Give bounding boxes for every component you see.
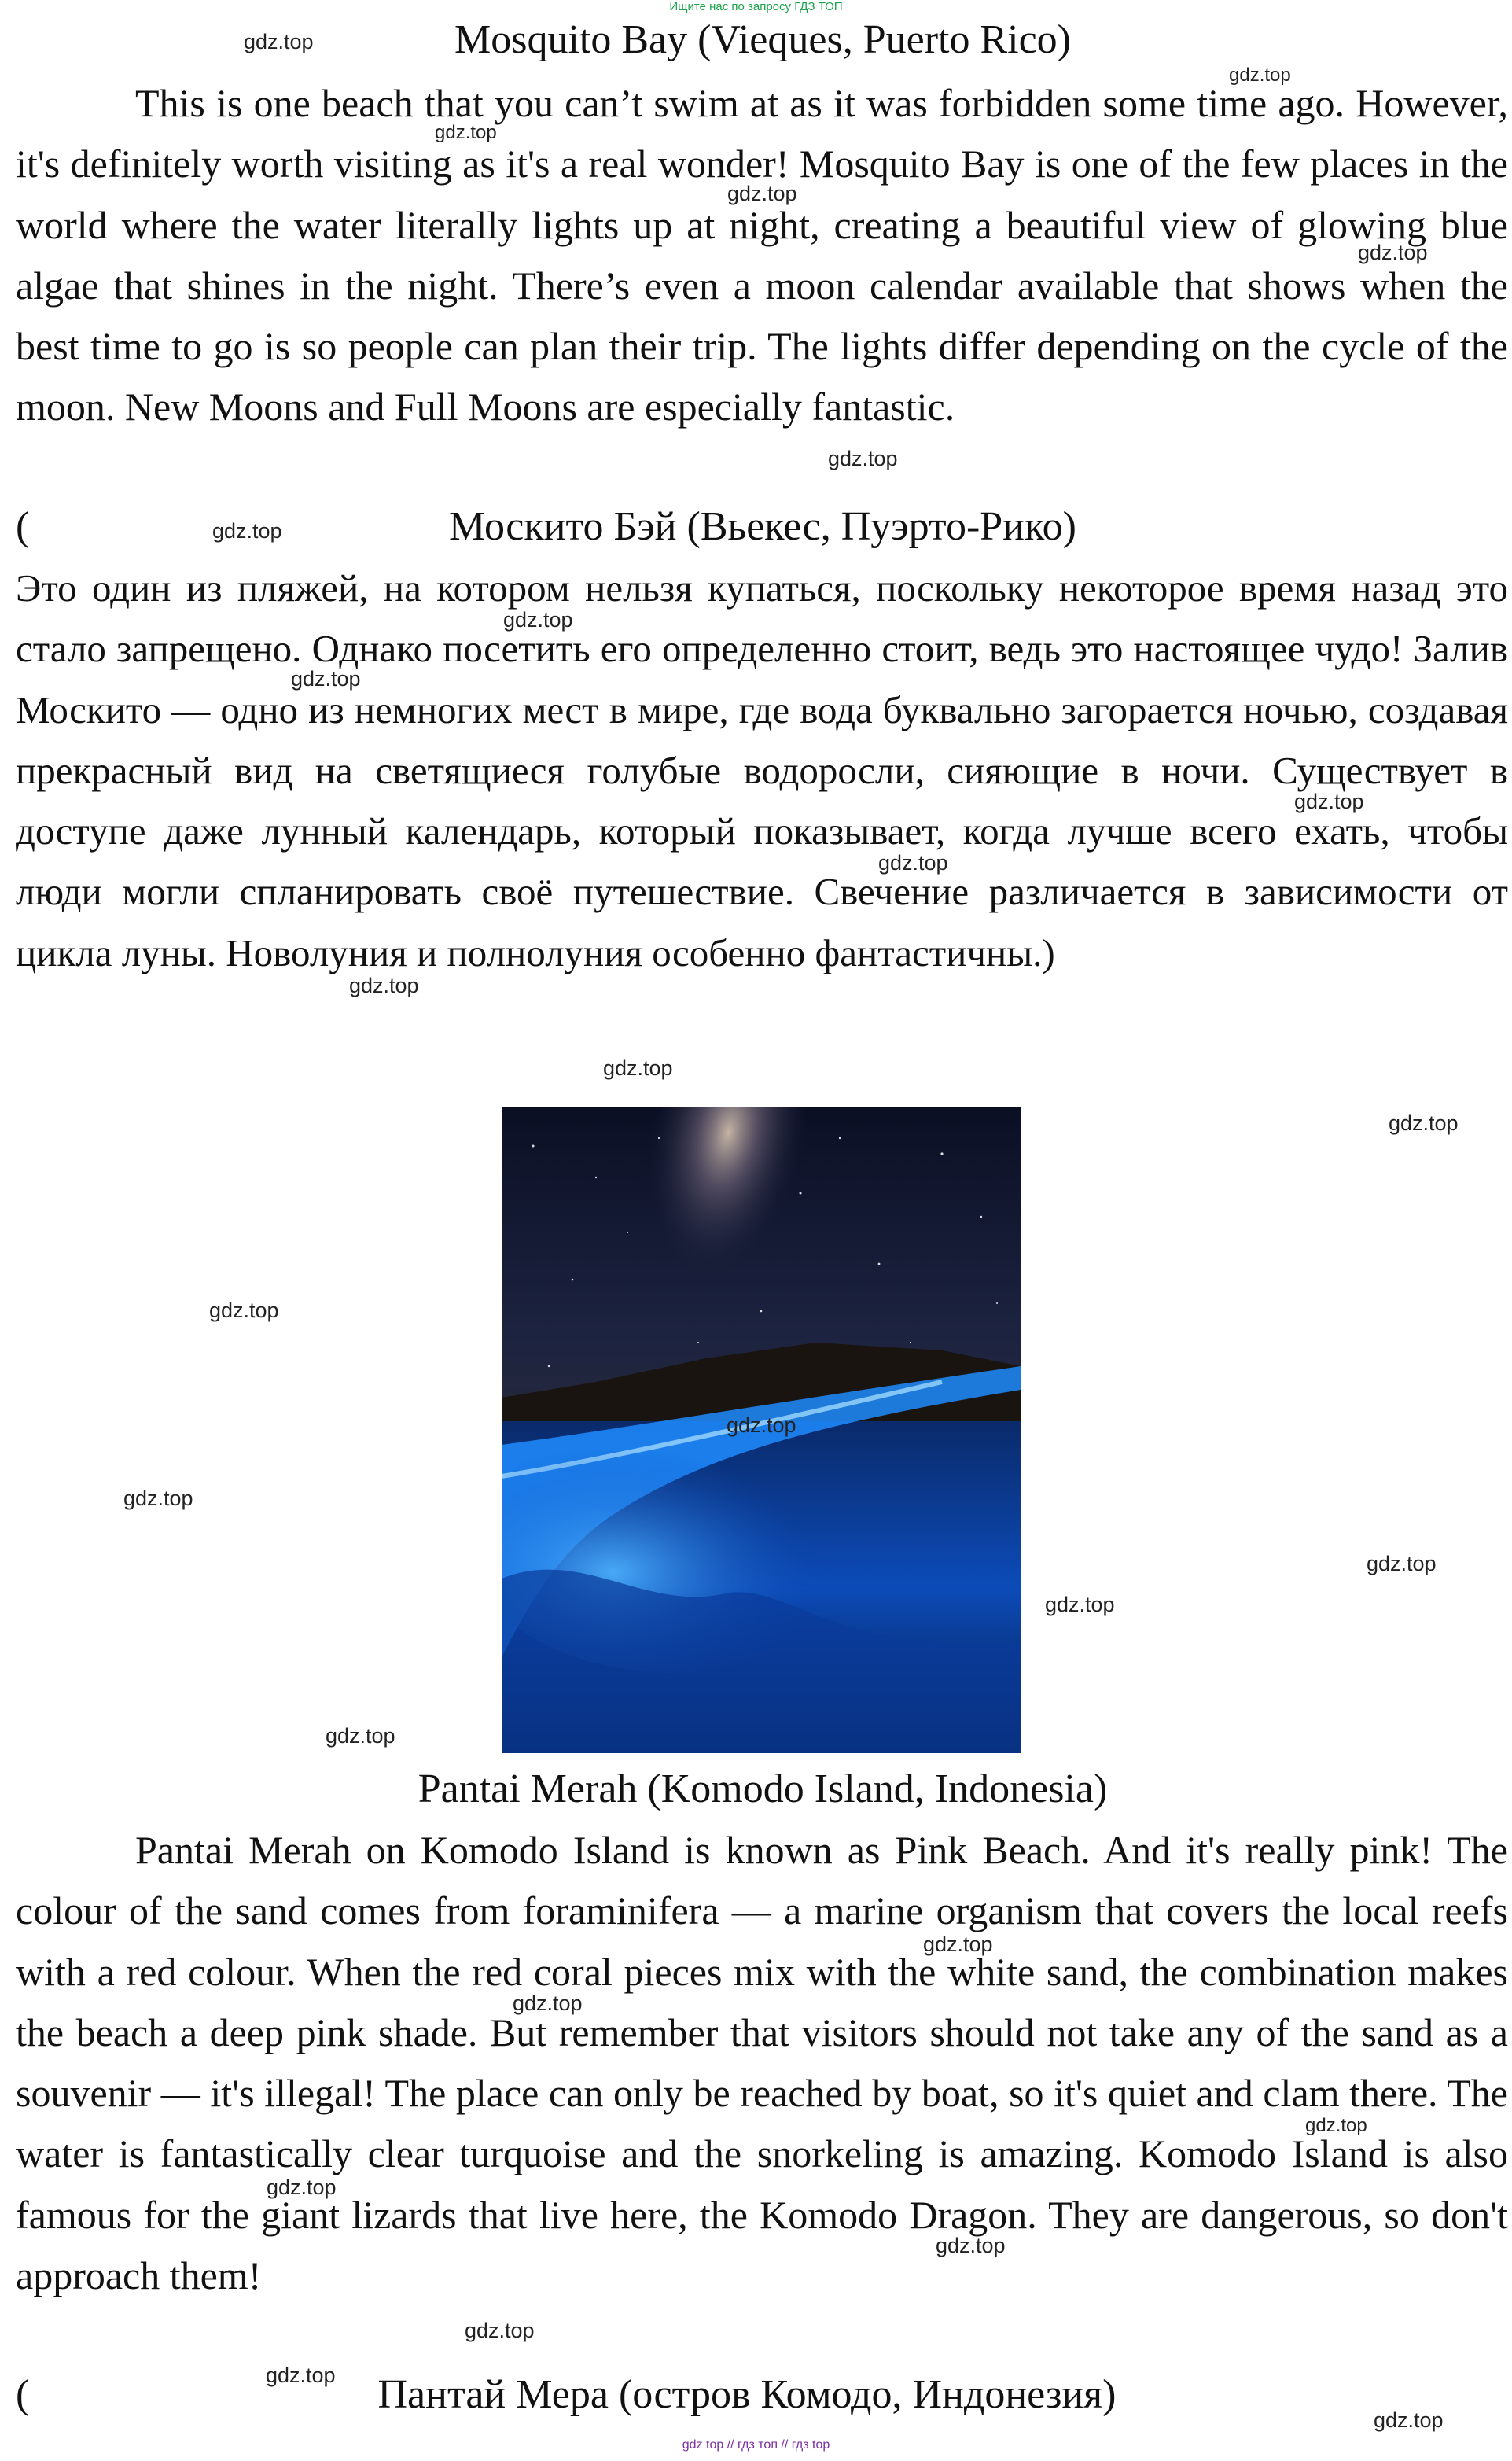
watermark: gdz.top <box>1358 241 1428 264</box>
watermark: gdz.top <box>465 2319 535 2342</box>
pantai-merah-title: Pantai Merah (Komodo Island, Indonesia) <box>418 1767 1108 1811</box>
mosquito-bay-paragraph: This is one beach that you can’t swim at as it was forbidden some time ago. However, it's definitely worth visiting as it's a real wonder! Mosquito Bay is one of the few places in the world where the water literally lights up at night, creating a beautiful view of glowing blue algae that shines in the night. There’s even a moon calendar available that shows when the best time to go is so people can plan their trip. The lights differ depending on the cycle of the moon. New Moons and Full Moons are especially fantastic. <box>16 81 1508 429</box>
watermark: gdz.top <box>1294 790 1364 813</box>
watermark: gdz.top <box>828 447 898 470</box>
watermark: gdz.top <box>1389 1111 1459 1135</box>
watermark: gdz.top <box>936 2234 1006 2257</box>
watermark: gdz.top <box>1374 2408 1444 2432</box>
ru-open-paren: ( <box>16 504 30 549</box>
watermark: gdz.top <box>266 2363 336 2387</box>
watermark: gdz.top <box>349 974 419 997</box>
watermark: gdz.top <box>923 1932 993 1956</box>
pantai-merah-paragraph: Pantai Merah on Komodo Island is known as Pink Beach. And it's really pink! The colour of the sand comes from foraminifera — a marine organism that covers the local reefs with a red colour. When the red coral pieces mix with the white sand, the combination makes the beach a deep pink shade. But remember that visitors should not take any of the sand as a souvenir — it's illegal! The place can only be reached by boat, so it's quiet and clam there. The water is fantastically clear turquoise and the snorkeling is amazing. Komodo Island is also famous for the giant lizards that live here, the Komodo Dragon. They are dangerous, so don't approach them! <box>16 1828 1508 2298</box>
watermark: gdz.top <box>1305 2115 1367 2136</box>
footer-banner: gdz top // гдз топ // гдз top <box>682 2438 830 2452</box>
ru-open-paren-2: ( <box>16 2372 30 2417</box>
watermark: gdz.top <box>267 2175 337 2199</box>
watermark: gdz.top <box>727 1413 796 1437</box>
watermark: gdz.top <box>878 851 948 875</box>
watermark: gdz.top <box>435 122 497 143</box>
header-banner: Ищите нас по запросу ГДЗ ТОП <box>669 0 843 13</box>
watermark: gdz.top <box>727 182 797 205</box>
mosquito-bay-title: Mosquito Bay (Vieques, Puerto Rico) <box>454 17 1071 62</box>
mosquito-bay-ru-title: Москито Бэй (Вьекес, Пуэрто-Рико) <box>449 504 1076 549</box>
watermark: gdz.top <box>212 519 282 543</box>
mosquito-bay-ru-paragraph: Это один из пляжей, на котором нельзя купаться, поскольку некоторое время назад это стало запрещено. Однако посетить его определенно стоит, ведь это настоящее чудо! Залив Москито — одно из немногих мест в мире, где вода буквально загорается ночью, создавая прекрасный вид на светящиеся голубые водоросли, сияющие в ночи. Существует в доступе даже лунный календарь, который показывает, когда лучше всего ехать, чтобы люди могли спланировать своё путешествие. Свечение различается в зависимости от цикла луны. Новолуния и полнолуния особенно фантастичны.) <box>16 566 1508 974</box>
watermark: gdz.top <box>123 1487 193 1510</box>
watermark: gdz.top <box>291 667 361 691</box>
watermark: gdz.top <box>326 1724 395 1748</box>
watermark: gdz.top <box>513 1991 583 2015</box>
watermark: gdz.top <box>1229 64 1291 86</box>
watermark: gdz.top <box>209 1299 279 1322</box>
pantai-merah-ru-title: Пантай Мера (остров Комодо, Индонезия) <box>377 2372 1117 2417</box>
watermark: gdz.top <box>503 608 573 632</box>
watermark: gdz.top <box>1045 1593 1115 1616</box>
watermark: gdz.top <box>603 1056 673 1080</box>
watermark: gdz.top <box>244 30 314 53</box>
watermark: gdz.top <box>1367 1552 1437 1575</box>
